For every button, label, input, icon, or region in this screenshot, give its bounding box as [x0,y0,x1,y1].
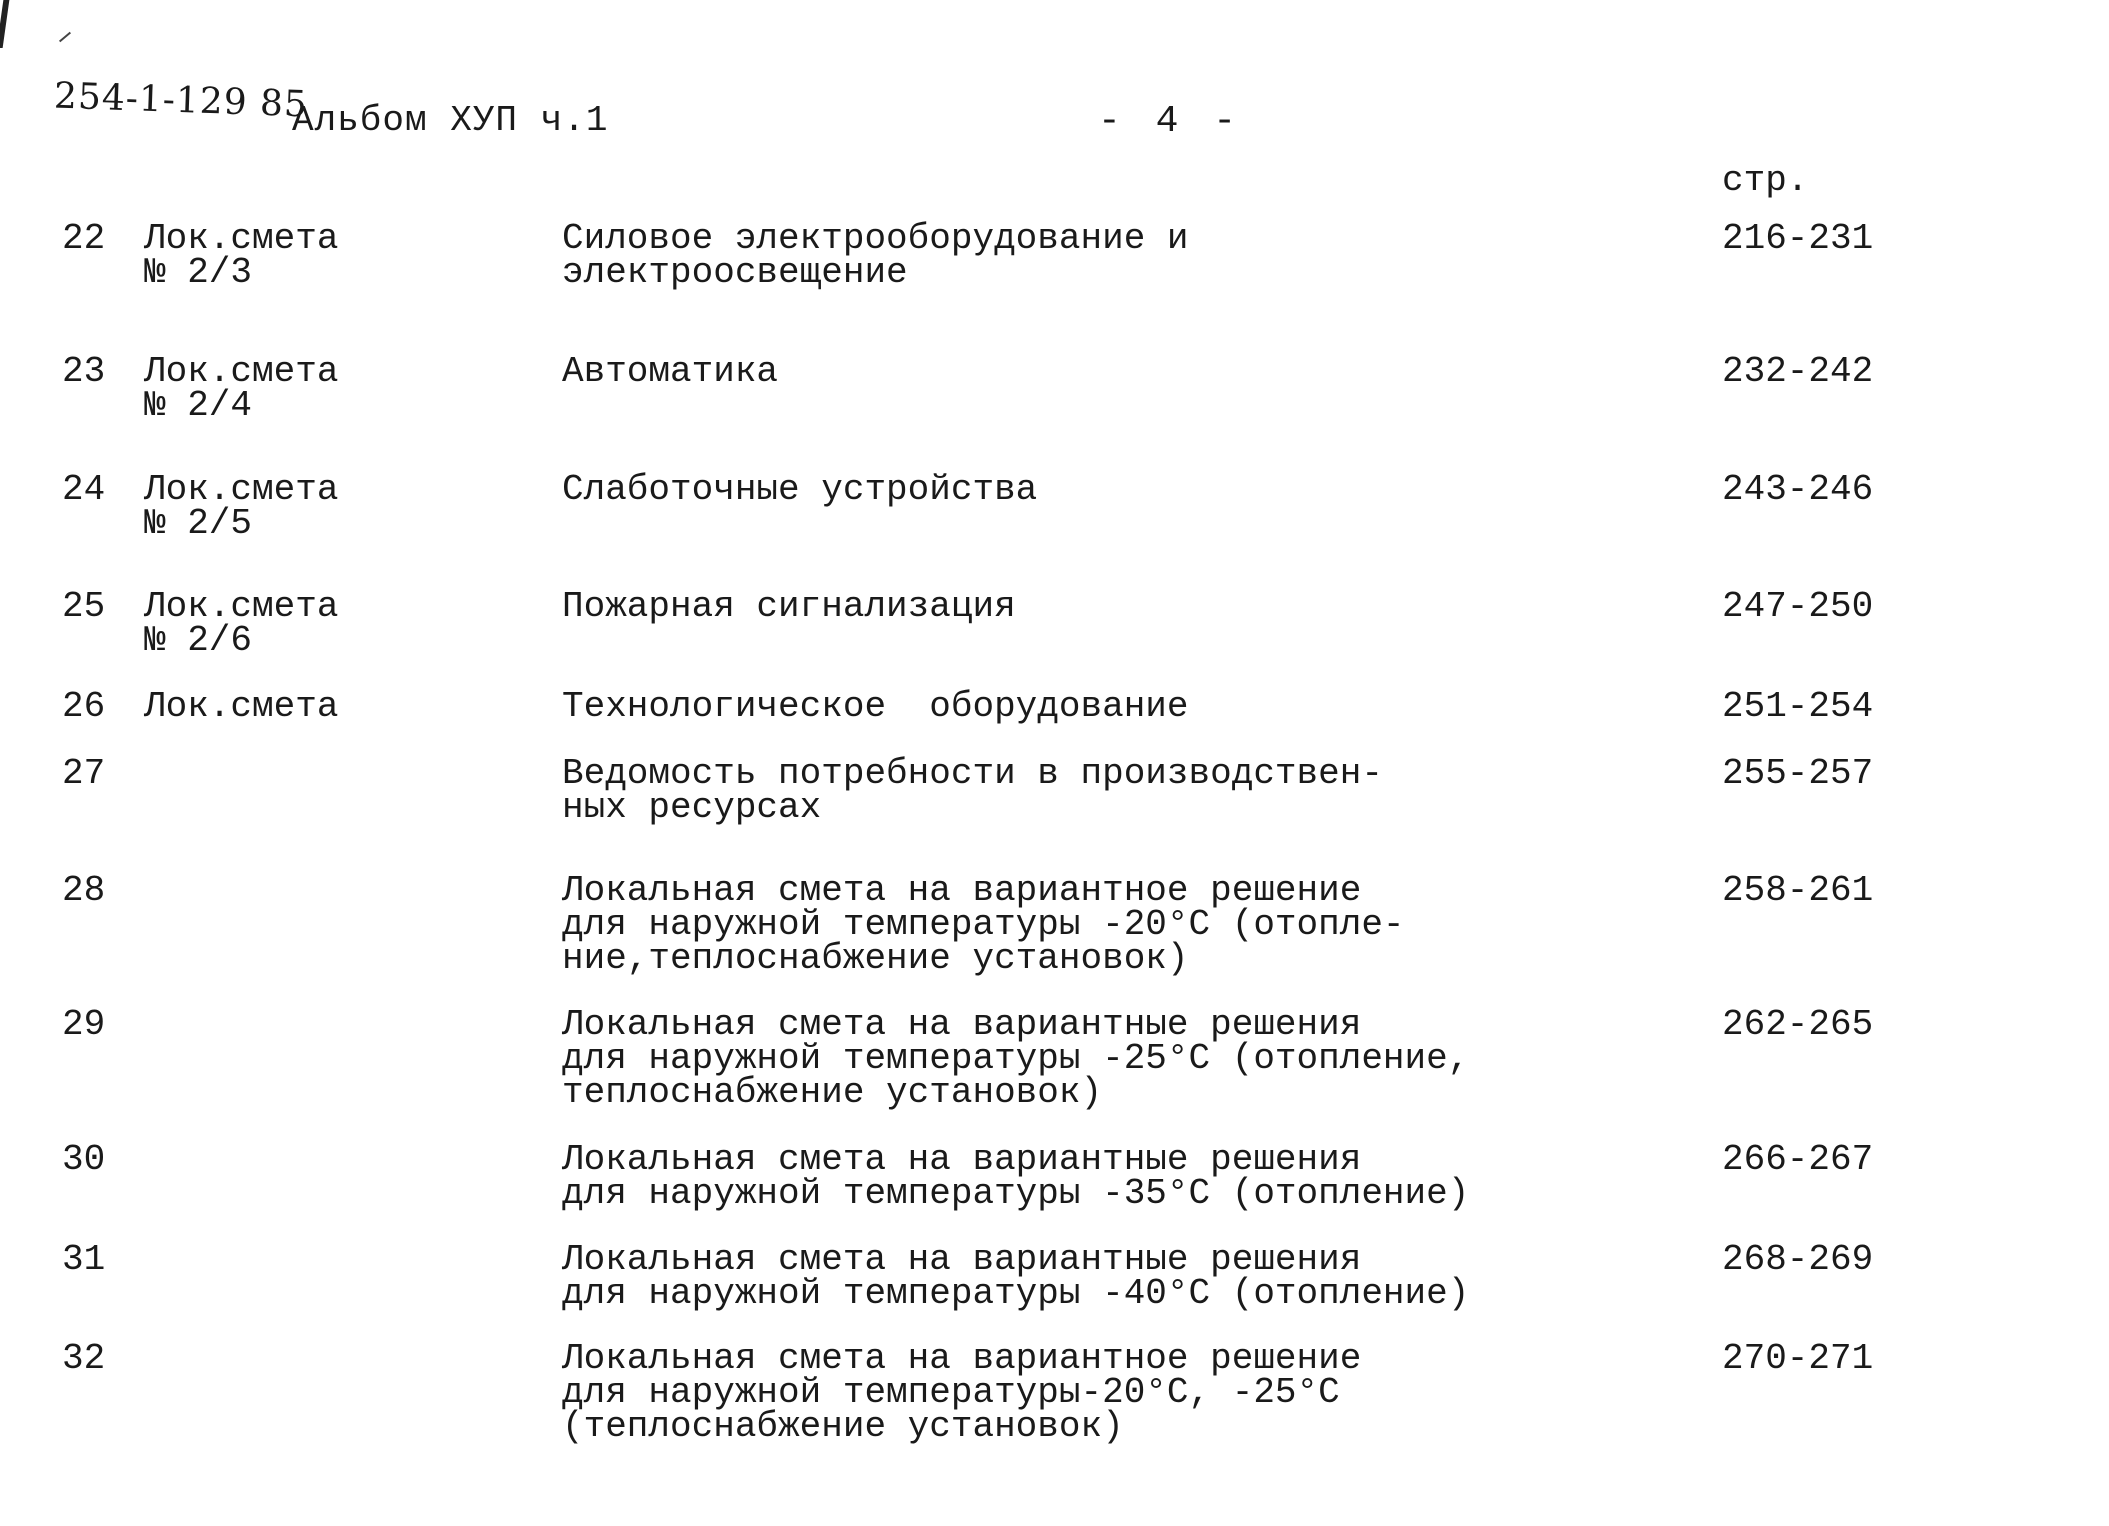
entry-pages: 258-261 [1722,870,1874,911]
entry-pages: 247-250 [1722,586,1874,627]
entry-number: 26 [62,686,106,727]
entry-title: Слаботочные устройства [562,469,1038,510]
entry-number: 24 [62,469,106,510]
entry-number: 29 [62,1004,106,1045]
entry-number: 27 [62,753,106,794]
entry-number: 22 [62,218,106,259]
album-title: Альбом ХУП ч.1 [292,100,609,141]
entry-pages: 268-269 [1722,1239,1874,1280]
entry-type: Лок.смета № 2/4 [144,351,339,426]
entry-pages: 255-257 [1722,753,1874,794]
entry-number: 25 [62,586,106,627]
document-code: 254-1-129 85 [53,75,309,126]
entry-type: Лок.смета [144,686,339,727]
pen-tick-mark [59,32,71,43]
entry-number: 31 [62,1239,106,1280]
entry-type: Лок.смета № 2/6 [144,586,339,661]
entry-number: 30 [62,1139,106,1180]
entry-title: Локальная смета на вариантные решения для наружной температуры -40°C (отопление) [562,1239,1470,1314]
entry-pages: 270-271 [1722,1338,1874,1379]
entry-number: 32 [62,1338,106,1379]
entry-title: Ведомость потребности в производствен- ных ресурсах [562,753,1383,828]
entry-title: Автоматика [562,351,779,392]
entry-type: Лок.смета № 2/3 [144,218,339,293]
entry-pages: 262-265 [1722,1004,1874,1045]
pages-column-label: стр. [1722,160,1809,201]
entry-number: 23 [62,351,106,392]
entry-title: Локальная смета на вариантное решение для наружной температуры -20°C (отопле- ние,теплоснабжение установок) [562,870,1405,979]
entry-title: Локальная смета на вариантные решения для наружной температуры -35°C (отопление) [562,1139,1470,1214]
entry-title: Локальная смета на вариантное решение для наружной температуры-20°C, -25°C (теплоснабжение установок) [562,1338,1362,1447]
scan-edge-mark [0,0,9,48]
entry-title: Силовое электрооборудование и электроосвещение [562,218,1189,293]
entry-pages: 232-242 [1722,351,1874,392]
entry-pages: 251-254 [1722,686,1874,727]
entry-pages: 266-267 [1722,1139,1874,1180]
entry-pages: 216-231 [1722,218,1874,259]
entry-title: Технологическое оборудование [562,686,1189,727]
entry-title: Пожарная сигнализация [562,586,1016,627]
entry-title: Локальная смета на вариантные решения для наружной температуры -25°C (отопление, теплоснабжение установок) [562,1004,1470,1113]
entry-pages: 243-246 [1722,469,1874,510]
entry-type: Лок.смета № 2/5 [144,469,339,544]
entry-number: 28 [62,870,106,911]
page-number: - 4 - [1098,100,1243,143]
